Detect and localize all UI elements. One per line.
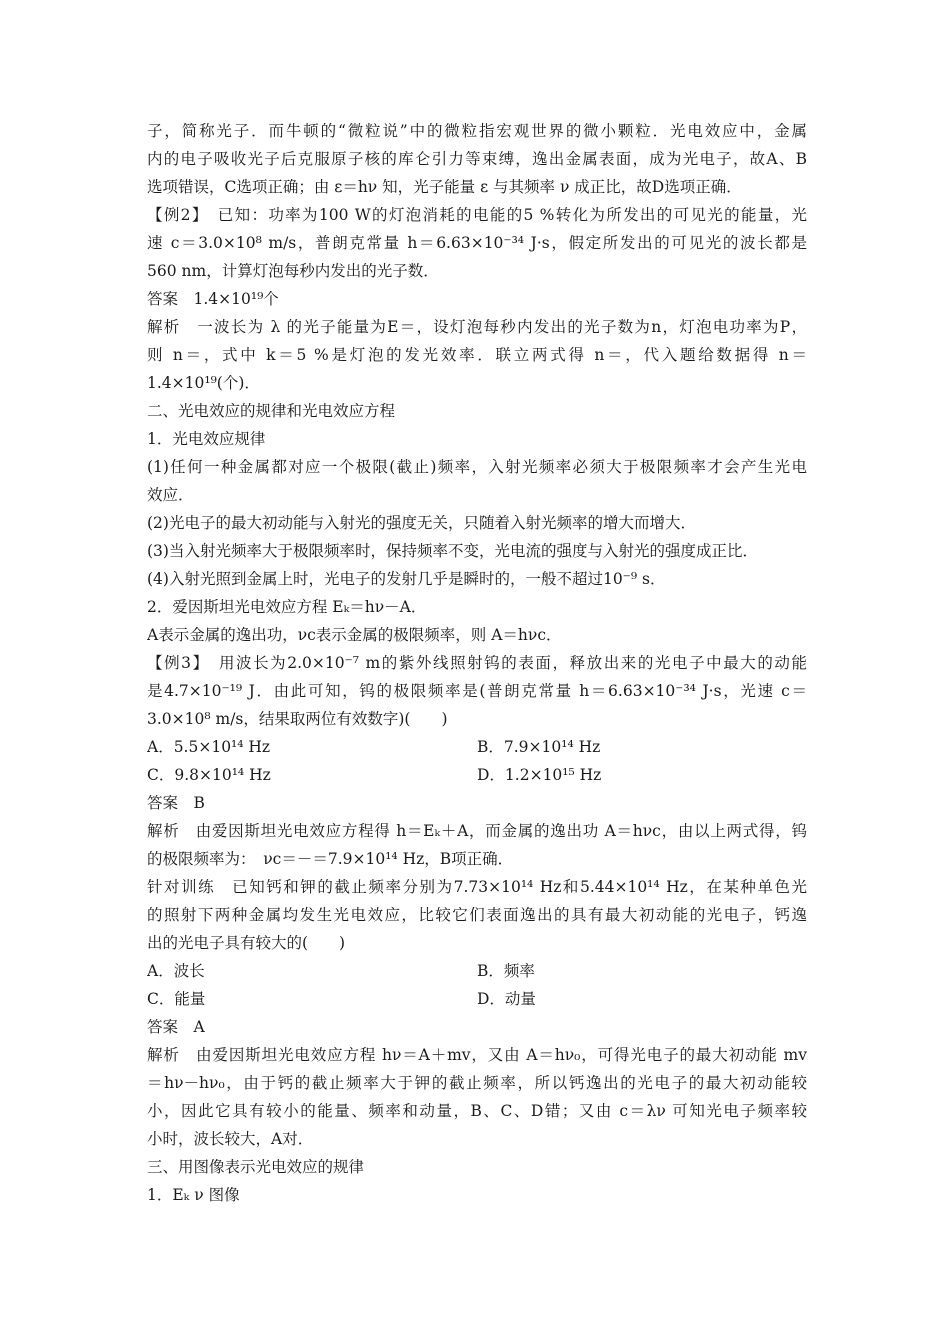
answer-line: 答案 1.4×10¹⁹个 bbox=[147, 290, 279, 308]
option-c: C．能量 bbox=[147, 990, 206, 1008]
text-line: 子，简称光子．而牛顿的“微粒说”中的微粒指宏观世界的微小颗粒．光电效应中，金属 bbox=[147, 122, 807, 140]
text-line: 解析 由爱因斯坦光电效应方程 hν＝A＋mv，又由 A＝hν₀，可得光电子的最大初动能 mv bbox=[147, 1046, 807, 1064]
text-line: 内的电子吸收光子后克服原子核的库仑引力等束缚，逸出金属表面，成为光电子，故A、B bbox=[147, 150, 807, 168]
text-line: (2)光电子的最大初动能与入射光的强度无关，只随着入射光频率的增大而增大． bbox=[147, 514, 696, 532]
text-line: 的极限频率为： νc＝－＝7.9×10¹⁴ Hz，B项正确． bbox=[147, 850, 514, 868]
text-line: 小时，波长较大，A对． bbox=[147, 1130, 314, 1148]
option-b: B．7.9×10¹⁴ Hz bbox=[477, 738, 601, 756]
section-heading: 三、用图像表示光电效应的规律 bbox=[147, 1158, 365, 1176]
option-c: C．9.8×10¹⁴ Hz bbox=[147, 766, 271, 784]
text-line: 3.0×10⁸ m/s，结果取两位有效数字)( ) bbox=[147, 710, 448, 728]
subsection-heading: 2．爱因斯坦光电效应方程 Eₖ＝hν－A． bbox=[147, 598, 427, 616]
subsection-heading: 1．Eₖ ν 图像 bbox=[147, 1186, 240, 1204]
text-line: 效应． bbox=[147, 486, 194, 504]
text-line: (3)当入射光频率大于极限频率时，保持频率不变，光电流的强度与入射光的强度成正比． bbox=[147, 542, 758, 560]
options-row bbox=[147, 733, 807, 761]
text-line: 解析 由爱因斯坦光电效应方程得 h＝Eₖ＋A，而金属的逸出功 A＝hνc，由以上两式得，钨 bbox=[147, 822, 807, 840]
text-line: 的照射下两种金属均发生光电效应，比较它们表面逸出的具有最大初动能的光电子，钙逸 bbox=[147, 906, 807, 924]
text-line: A表示金属的逸出功，νc表示金属的极限频率，则 A＝hνc． bbox=[147, 626, 562, 644]
text-line: 出的光电子具有较大的( ) bbox=[147, 934, 346, 952]
options-row bbox=[147, 985, 807, 1013]
example-3-heading: 【例3】 用波长为2.0×10⁻⁷ m的紫外线照射钨的表面，释放出来的光电子中最大的动能 bbox=[147, 654, 807, 672]
section-heading: 二、光电效应的规律和光电效应方程 bbox=[147, 402, 396, 420]
text-line: 小，因此它具有较小的能量、频率和动量，B、C、D错；又由 c＝λν 可知光电子频率较 bbox=[147, 1102, 807, 1120]
text-line: 则 n＝，式中 k＝5 %是灯泡的发光效率．联立两式得 n＝，代入题给数据得 n＝ bbox=[147, 346, 807, 364]
text-line: 解析 一波长为 λ 的光子能量为E＝，设灯泡每秒内发出的光子数为n，灯泡电功率为P， bbox=[147, 318, 807, 336]
text-line: 是4.7×10⁻¹⁹ J．由此可知，钨的极限频率是(普朗克常量 h＝6.63×10⁻³⁴ J·s，光速 c＝ bbox=[147, 682, 807, 700]
subsection-heading: 1．光电效应规律 bbox=[147, 430, 266, 448]
option-d: D．动量 bbox=[477, 990, 536, 1008]
training-heading: 针对训练 已知钙和钾的截止频率分别为7.73×10¹⁴ Hz和5.44×10¹⁴ Hz，在某种单色光 bbox=[147, 878, 807, 896]
option-d: D．1.2×10¹⁵ Hz bbox=[477, 766, 602, 784]
answer-line: 答案 B bbox=[147, 794, 205, 812]
options-row bbox=[147, 957, 807, 985]
text-line: 选项错误，C选项正确；由 ε＝hν 知，光子能量 ε 与其频率 ν 成正比，故D选项正确． bbox=[147, 178, 742, 196]
text-line: (4)入射光照到金属上时，光电子的发射几乎是瞬时的，一般不超过10⁻⁹ s． bbox=[147, 570, 666, 588]
text-line: 1.4×10¹⁹(个)． bbox=[147, 374, 260, 392]
text-line: 速 c＝3.0×10⁸ m/s，普朗克常量 h＝6.63×10⁻³⁴ J·s，假定所发出的可见光的波长都是 bbox=[147, 234, 807, 252]
option-b: B．频率 bbox=[477, 962, 535, 980]
document-page bbox=[147, 117, 807, 1209]
text-line: ＝hν－hν₀，由于钙的截止频率大于钾的截止频率，所以钙逸出的光电子的最大初动能较 bbox=[147, 1074, 807, 1092]
option-a: A．波长 bbox=[147, 962, 205, 980]
text-line: (1)任何一种金属都对应一个极限(截止)频率，入射光频率必须大于极限频率才会产生光电 bbox=[147, 458, 807, 476]
options-row bbox=[147, 761, 807, 789]
example-2-heading: 【例2】 已知：功率为100 W的灯泡消耗的电能的5 %转化为所发出的可见光的能量，光 bbox=[147, 206, 807, 224]
text-line: 560 nm，计算灯泡每秒内发出的光子数． bbox=[147, 262, 439, 280]
answer-line: 答案 A bbox=[147, 1018, 205, 1036]
option-a: A．5.5×10¹⁴ Hz bbox=[147, 738, 271, 756]
